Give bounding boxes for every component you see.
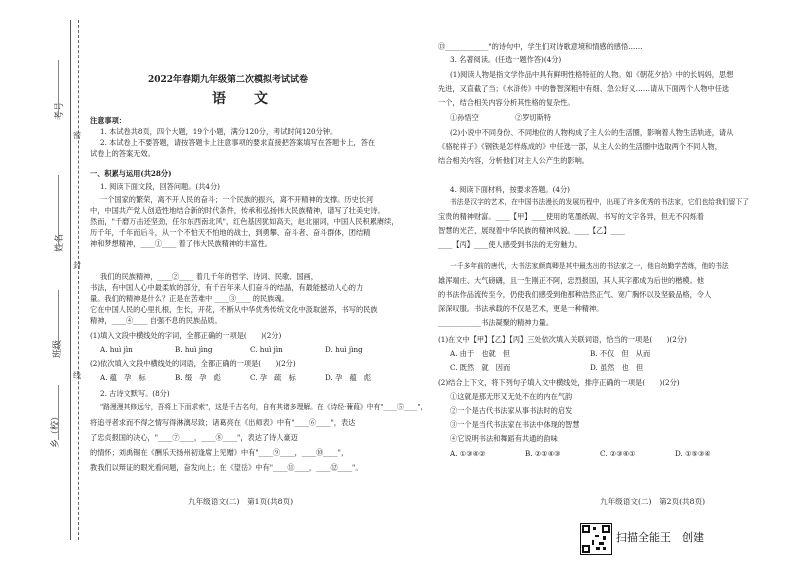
q4-1-question: (1)在文中【甲】【乙】【丙】三处依次填入关联词语，恰当的一项是( )(2分) xyxy=(438,335,687,344)
q3-1-option-2: ②罗切斯特 xyxy=(515,113,551,122)
q4-1-option-d: D. 虽然 也 但 xyxy=(590,363,644,372)
page-2-footer: 九年级语文(二) 第2页(共8页) xyxy=(600,497,706,506)
q4-passage2-line: 的书法作品流传至今，仍使我们感受到他那种浩然正气、宽广胸怀以及坚毅品格，令人 xyxy=(438,290,712,299)
q1-2-option-a: A. 蕴 孕 标 xyxy=(100,373,146,382)
q3-intro: 3. 名著阅读。(任选一题作答)(4分) xyxy=(450,55,562,64)
q1-1-option-b: B. huì jìng xyxy=(175,345,213,354)
page-2 xyxy=(420,0,794,561)
notice-line-2: 2. 本试卷上不要答题，请按答题卡上注意事项的要求直接把答案填写在答题卡上，答在 xyxy=(100,138,376,147)
q4-2-question: (2)结合上下文，将下列句子填入文中横线处，排序正确的一项是( )(2分) xyxy=(438,378,680,387)
passage-line: 书法，有中国人心中最柔软的部分，有千百年来人们奋斗的结晶，有最能撼动人心的力 xyxy=(90,283,364,292)
q4-passage-line: 书法是汉字的艺术，在中国书法漫长的发展历程中，出现了许多优秀的书法家，它们也给我们留下了 xyxy=(450,198,750,206)
q4-1-option-a: A. 由于 也就 但 xyxy=(450,349,511,358)
q4-passage-line: 宝贵的精神财富。____【甲】____使用的笔墨纸砚、书写的文字各异，但无不闪烁着 xyxy=(438,212,704,221)
q4-2-item: ③一个是当代书法家在书法中体现的智慧 xyxy=(450,420,580,429)
page-1-footer: 九年级语文(二) 第1页(共8页) xyxy=(188,497,294,506)
q4-2-option-d: D. ①⑤③④ xyxy=(675,449,711,458)
q4-passage2-line: ____________书法凝聚的精神力量。 xyxy=(438,318,554,327)
q4-intro: 4. 阅读下面材料，按要求答题。(4分) xyxy=(450,185,570,194)
q1-1-option-a: A. huì jìn xyxy=(100,345,133,354)
q3-2-line: 结合相关内容，分析他们对主人公产生的影响。 xyxy=(438,156,589,165)
q1-intro: 1. 阅读下面文段，回答问题。(共4分) xyxy=(100,182,220,191)
scanner-watermark: 扫描全能王 创建 xyxy=(616,531,704,544)
q1-1-option-c: C. huì jìn xyxy=(250,345,283,354)
name-label: 姓名 xyxy=(55,233,65,252)
q4-passage-line: ____【丙】____使人感受到书法的无穷魅力。 xyxy=(438,240,582,249)
q3-2-line: (2)小说中不同身份、不同地位的人物构成了主人公的生活圈，影响着人物生活轨迹，请从 xyxy=(450,128,734,137)
cut-mark-2: 封 xyxy=(73,261,81,270)
q2-line: 了忠贞报国的决心，"____⑦____，____⑧____"，表达了诗人豪迈 xyxy=(90,433,298,442)
passage-line: 一个国家的繁荣，离不开人民的奋斗；一个民族的振兴，离不开精神的支撑。历史长河 xyxy=(100,195,374,204)
q3-2-line: 《骆驼祥子》《钢铁是怎样炼成的》中任选一部，从主人公的生活圈中选取两个不同人物， xyxy=(438,142,722,151)
q4-2-option-c: C. ②③④① xyxy=(600,449,636,458)
passage-line: 然而，"千磨万击还坚劲，任尔东西南北风"，红色基因犹如高天，赵北丽词，中国人民积累赓续， xyxy=(90,217,399,226)
notice-title: 注意事项： xyxy=(90,116,126,125)
q2-line: "路漫漫其修远兮，吾将上下而求索"，这是千古名句，自有其诸多理解。在《诗经·蒹葭》中有"____⑤____"， xyxy=(100,403,428,411)
q4-passage2-line: 一千多年前的唐代，大书法家颜真卿是其中最杰出的书法家之一，他自幼勤学苦练，他的书法 xyxy=(450,262,729,270)
qr-code-icon xyxy=(580,523,612,555)
q4-2-option-b: B. ②①④③ xyxy=(525,449,561,458)
q3-1-line: (1)阅读人物是指文学作品中具有鲜明性格特征的人物。如《朝花夕拾》中的长妈妈，思想 xyxy=(450,70,734,79)
passage-line: 量。我们的精神是什么？正是在苦难中 ____③____ 的民族魂。 xyxy=(90,294,289,303)
passage-line: 中，中国共产党人创造性地结合新的时代条件，传承和弘扬伟大民族精神，谱写了壮美史诗。 xyxy=(90,206,385,215)
q4-2-item: ①这就是那无形又无处不在的内在气韵 xyxy=(450,392,573,401)
q2-line: 教我们以辩证的眼光看问题，奋发向上；在《望岳》中有"____⑪____，____⑫____"。 xyxy=(90,463,363,472)
q3-1-line: 先进，又直截了当；《水浒传》中的鲁智深粗中有细、急公好义……请从下面两个人物中任选 xyxy=(438,84,730,93)
notice-line-3: 试卷上的答案无效。 xyxy=(90,149,155,158)
section-1-heading: 一、积累与运用(共28分) xyxy=(90,169,172,178)
passage-line: 神和梦想精神，____①____ 着了伟大民族精神的丰富性。 xyxy=(90,239,272,248)
q1-2-option-d: D. 孕 蕴 彪 xyxy=(325,373,372,382)
school-label: 乡（校） xyxy=(51,411,61,448)
q3-1-option-1: ①孙悟空 xyxy=(450,113,479,122)
exam-no-label: 考号 xyxy=(55,101,65,120)
q4-2-item: ④它说明书法和舞蹈有共通的韵味 xyxy=(450,434,558,443)
q4-1-option-b: B. 不仅 但 从而 xyxy=(590,349,651,358)
q3-1-line: 一个，结合相关内容分析其性格的复杂性。 xyxy=(438,98,575,107)
q4-passage2-line: 深深叹服。书法承载的不仅是艺术，更是一种精神。 xyxy=(438,304,604,313)
continued-line: ⑬____________"的诗句中，学生们对诗歌意境和情感的感悟…… xyxy=(438,42,643,51)
q1-2-option-b: B. 缀 孕 彪 xyxy=(175,373,221,382)
passage-line: 它在中国人民的心里扎根，生长，开花，不断从中华优秀传统文化中汲取滋养，书写的民族 xyxy=(90,305,378,314)
q2-line: 的情怀；刘禹锡在《酬乐天扬州初逢席上见赠》中有"____⑨____，____⑩____"， xyxy=(90,448,349,457)
exam-title: 2022年春期九年级第二次模拟考试试卷 xyxy=(148,75,309,85)
q4-2-item: ②一个是古代书法家从事书法时的启发 xyxy=(450,406,573,415)
passage-line: 我们的民族精神，____②____ 着几千年的哲学、诗词、民歌、国画， xyxy=(100,272,318,281)
q1-1-option-d: D. huì jìng xyxy=(325,345,363,354)
q4-passage2-line: 雄浑端庄、大气磅礴，且一生刚正不阿，忠烈报国，其人其字都成为后世的楷模。他 xyxy=(438,276,704,285)
q1-1-question: (1)填入文段中横线处的字词，全都正确的一项是( )(2分) xyxy=(90,331,282,340)
class-label: 班级 xyxy=(53,339,63,358)
q4-1-option-c: C. 既然 就 因而 xyxy=(450,363,511,372)
q4-passage-line: 智慧的光芒，展现着中华民族的精神风貌。____【乙】____ xyxy=(438,226,625,235)
notice-line-1: 1. 本试卷共8页，四个大题，19个小题，满分120分，考试时间120分钟。 xyxy=(100,127,338,136)
passage-line: 历千年，千年而后斗，从一个不怕天不怕地的战士，到勇攀、奋斗者、奋斗群体，团结精 xyxy=(90,228,371,237)
cut-mark-3: 线 xyxy=(73,371,81,380)
q2-intro: 2. 古诗文默写。(8分) xyxy=(100,389,170,398)
q1-2-option-c: C. 孕 疏 标 xyxy=(250,373,296,382)
subject-title: 语 文 xyxy=(212,91,268,107)
cut-mark-1: 密 xyxy=(73,131,81,140)
q2-line: 将追寻者求而不得之情写得淋漓尽致；诸葛亮在《出师表》中有"____⑥____"，表达 xyxy=(90,418,356,427)
q4-2-option-a: A. ①③④② xyxy=(450,449,486,458)
passage-line: 精神，____④____ 自强不息的民族品质。 xyxy=(90,316,222,325)
q1-2-question: (2)依次填入文段中横线处的词语，全都正确的一项是( )(2分) xyxy=(90,359,296,368)
